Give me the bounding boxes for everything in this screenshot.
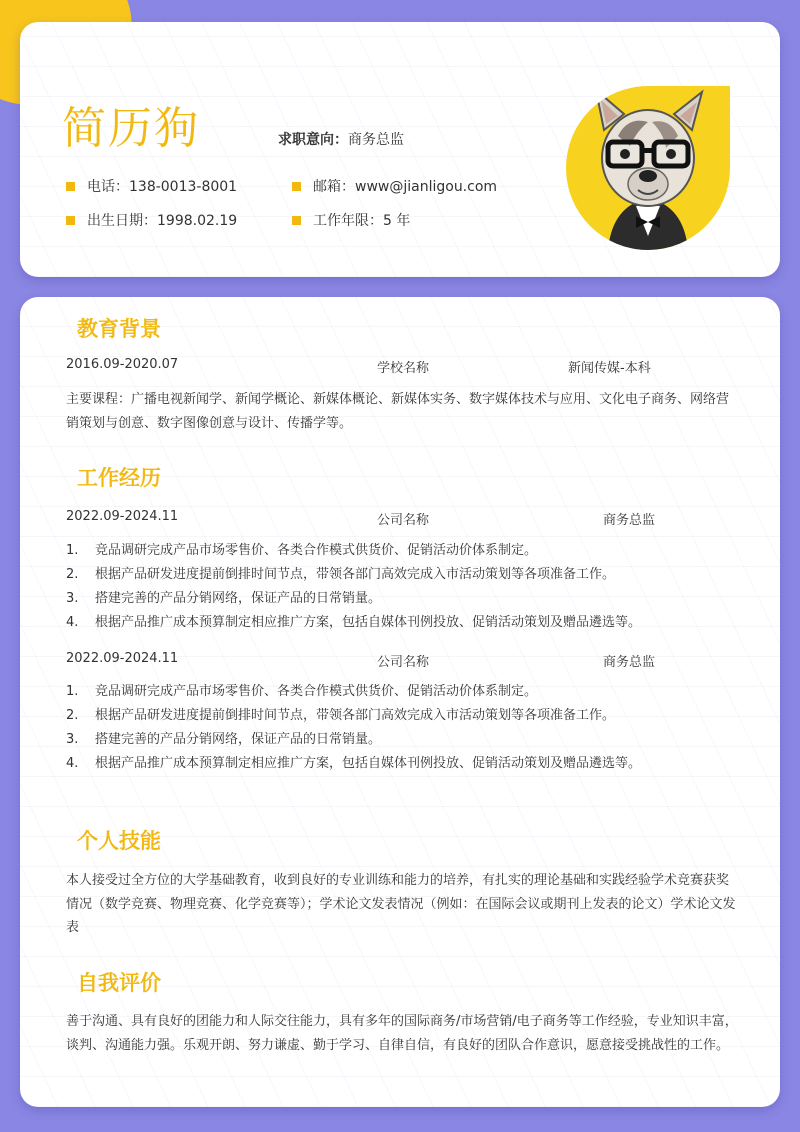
item-number: 1. — [66, 543, 79, 558]
item-number: 3. — [66, 591, 79, 606]
item-number: 3. — [66, 732, 79, 747]
work-date: 2022.09-2024.11 — [66, 651, 179, 666]
bullet-square-icon — [292, 182, 301, 191]
item-number: 1. — [66, 684, 79, 699]
item-text: 根据产品研发进度提前倒排时间节点，带领各部门高效完成入市活动策划等各项准备工作。 — [95, 708, 616, 723]
work-position: 商务总监 — [603, 513, 656, 528]
list-item — [66, 752, 641, 776]
skills-title: 个人技能 — [77, 829, 161, 853]
avatar — [566, 86, 730, 250]
years-info — [292, 210, 410, 230]
item-number: 2. — [66, 708, 79, 723]
bullet-square-icon — [292, 216, 301, 225]
phone-text: 电话：138-0013-8001 — [87, 179, 238, 195]
evaluation-text: 善于沟通、具有良好的团能力和人际交往能力，具有多年的国际商务/市场营销/电子商务等工作经验，专业知识丰富，谈判、沟通能力强。乐观开朗、努力谦虚、勤于学习、自律自信，有良好的团队合作意识，愿意接受挑战性的工作。 — [66, 1014, 738, 1053]
work-date: 2022.09-2024.11 — [66, 509, 179, 524]
work-company: 公司名称 — [377, 655, 430, 670]
list-item — [66, 704, 641, 728]
bullet-square-icon — [66, 216, 75, 225]
item-number: 4. — [66, 615, 79, 630]
work-duty-list — [66, 539, 641, 635]
years-text: 工作年限：5 年 — [313, 213, 411, 229]
birth-info — [66, 210, 237, 230]
candidate-name: 简历狗 — [62, 103, 200, 154]
item-text: 竞品调研完成产品市场零售价、各类合作模式供货价、促销活动价体系制定。 — [95, 684, 538, 699]
job-intent-label: 求职意向： — [278, 132, 348, 148]
item-text: 根据产品研发进度提前倒排时间节点，带领各部门高效完成入市活动策划等各项准备工作。 — [95, 567, 616, 582]
item-text: 搭建完善的产品分销网络，保证产品的日常销量。 — [95, 591, 382, 606]
education-title: 教育背景 — [77, 317, 161, 341]
email-info — [292, 176, 497, 196]
item-text: 搭建完善的产品分销网络，保证产品的日常销量。 — [95, 732, 382, 747]
education-date: 2016.09-2020.07 — [66, 357, 179, 372]
education-major: 新闻传媒-本科 — [568, 361, 651, 376]
birth-text: 出生日期：1998.02.19 — [87, 213, 238, 229]
item-number: 2. — [66, 567, 79, 582]
bullet-square-icon — [66, 182, 75, 191]
work-title: 工作经历 — [77, 466, 161, 490]
job-intent — [278, 129, 404, 149]
item-text: 根据产品推广成本预算制定相应推广方案，包括自媒体刊例投放、促销活动策划及赠品遴选等。 — [95, 615, 642, 630]
list-item — [66, 611, 641, 635]
item-text: 根据产品推广成本预算制定相应推广方案，包括自媒体刊例投放、促销活动策划及赠品遴选等。 — [95, 756, 642, 771]
work-duty-list — [66, 680, 641, 776]
phone-info — [66, 176, 237, 196]
item-number: 4. — [66, 756, 79, 771]
list-item — [66, 539, 641, 563]
job-intent-value: 商务总监 — [348, 132, 404, 148]
work-company: 公司名称 — [377, 513, 430, 528]
skills-text: 本人接受过全方位的大学基础教育，收到良好的专业训练和能力的培养，有扎实的理论基础和实践经验学术竞赛获奖情况（数学竞赛、物理竞赛、化学竞赛等）；学术论文发表情况（例如：在国际会议或期刊上发表的论文）学术论文发表 — [66, 873, 736, 935]
list-item — [66, 563, 641, 587]
education-school: 学校名称 — [377, 361, 430, 376]
education-courses: 主要课程：广播电视新闻学、新闻学概论、新媒体概论、新媒体实务、数字媒体技术与应用、文化电子商务、网络营销策划与创意、数字图像创意与设计、传播学等。 — [66, 392, 730, 431]
list-item — [66, 728, 641, 752]
work-position: 商务总监 — [603, 655, 656, 670]
bulldog-portrait-icon — [566, 86, 730, 250]
email-text: 邮箱：www@jianligou.com — [313, 179, 498, 195]
list-item — [66, 680, 641, 704]
evaluation-title: 自我评价 — [77, 971, 161, 995]
list-item — [66, 587, 641, 611]
item-text: 竞品调研完成产品市场零售价、各类合作模式供货价、促销活动价体系制定。 — [95, 543, 538, 558]
